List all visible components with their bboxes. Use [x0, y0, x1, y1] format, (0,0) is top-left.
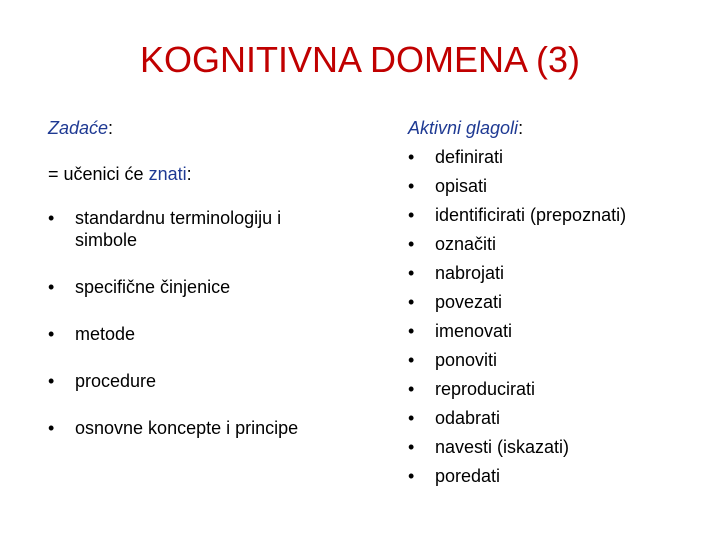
- tasks-list: [48, 207, 348, 439]
- list-item: [408, 259, 708, 288]
- bullet-icon: •: [408, 437, 415, 457]
- right-heading: [408, 114, 708, 143]
- bullet-icon: •: [408, 379, 415, 399]
- list-item: [408, 375, 708, 404]
- list-item-label: identificirati (prepoznati): [435, 205, 627, 225]
- list-item: [48, 370, 348, 392]
- intro-prefix: = učenici će: [48, 164, 149, 184]
- bullet-icon: •: [408, 176, 415, 196]
- bullet-icon: •: [48, 277, 55, 297]
- list-item: [408, 201, 708, 230]
- list-item-label: procedure: [75, 371, 157, 391]
- list-item-label: reproducirati: [435, 379, 536, 399]
- list-item: [408, 346, 708, 375]
- list-item: [408, 317, 708, 346]
- list-item-label: odabrati: [435, 408, 501, 428]
- list-item-label: definirati: [435, 147, 504, 167]
- list-item: [48, 207, 348, 251]
- left-heading-colon: :: [108, 118, 114, 138]
- list-item: [48, 276, 348, 298]
- list-item: [408, 143, 708, 172]
- bullet-icon: •: [408, 147, 415, 167]
- bullet-icon: •: [408, 292, 415, 312]
- list-item-label: povezati: [435, 292, 503, 312]
- list-item: [48, 323, 348, 345]
- left-heading: [48, 114, 348, 143]
- verbs-list: [408, 143, 708, 491]
- list-item-label: specifične činjenice: [75, 277, 231, 297]
- slide-title: KOGNITIVNA DOMENA (3): [139, 39, 581, 80]
- left-column: [48, 114, 348, 464]
- bullet-icon: •: [48, 371, 55, 391]
- list-item-label: opisati: [435, 176, 488, 196]
- list-item-label: ponoviti: [435, 350, 498, 370]
- bullet-icon: •: [408, 350, 415, 370]
- intro-line: [48, 160, 348, 189]
- list-item-label: nabrojati: [435, 263, 505, 283]
- list-item-label: standardnu terminologiju i simbole: [75, 208, 282, 250]
- bullet-icon: •: [48, 208, 55, 228]
- list-item: [408, 462, 708, 491]
- list-item: [408, 288, 708, 317]
- right-heading-text: Aktivni glagoli: [408, 118, 519, 138]
- intro-suffix: :: [186, 164, 192, 184]
- list-item-label: navesti (iskazati): [435, 437, 570, 457]
- bullet-icon: •: [408, 321, 415, 341]
- list-item: [48, 417, 348, 439]
- list-item-label: imenovati: [435, 321, 513, 341]
- intro-keyword: znati: [148, 164, 187, 184]
- bullet-icon: •: [408, 263, 415, 283]
- list-item: [408, 404, 708, 433]
- right-column: [408, 114, 708, 491]
- list-item-label: poredati: [435, 466, 501, 486]
- list-item-label: označiti: [435, 234, 497, 254]
- bullet-icon: •: [408, 205, 415, 225]
- list-item-label: osnovne koncepte i principe: [75, 418, 299, 438]
- list-item: [408, 433, 708, 462]
- list-item-label: metode: [75, 324, 136, 344]
- bullet-icon: •: [408, 466, 415, 486]
- bullet-icon: •: [48, 324, 55, 344]
- bullet-icon: •: [408, 408, 415, 428]
- bullet-icon: •: [408, 234, 415, 254]
- list-item: [408, 172, 708, 201]
- list-item: [408, 230, 708, 259]
- right-heading-colon: :: [518, 118, 524, 138]
- left-heading-text: Zadaće: [48, 118, 109, 138]
- bullet-icon: •: [48, 418, 55, 438]
